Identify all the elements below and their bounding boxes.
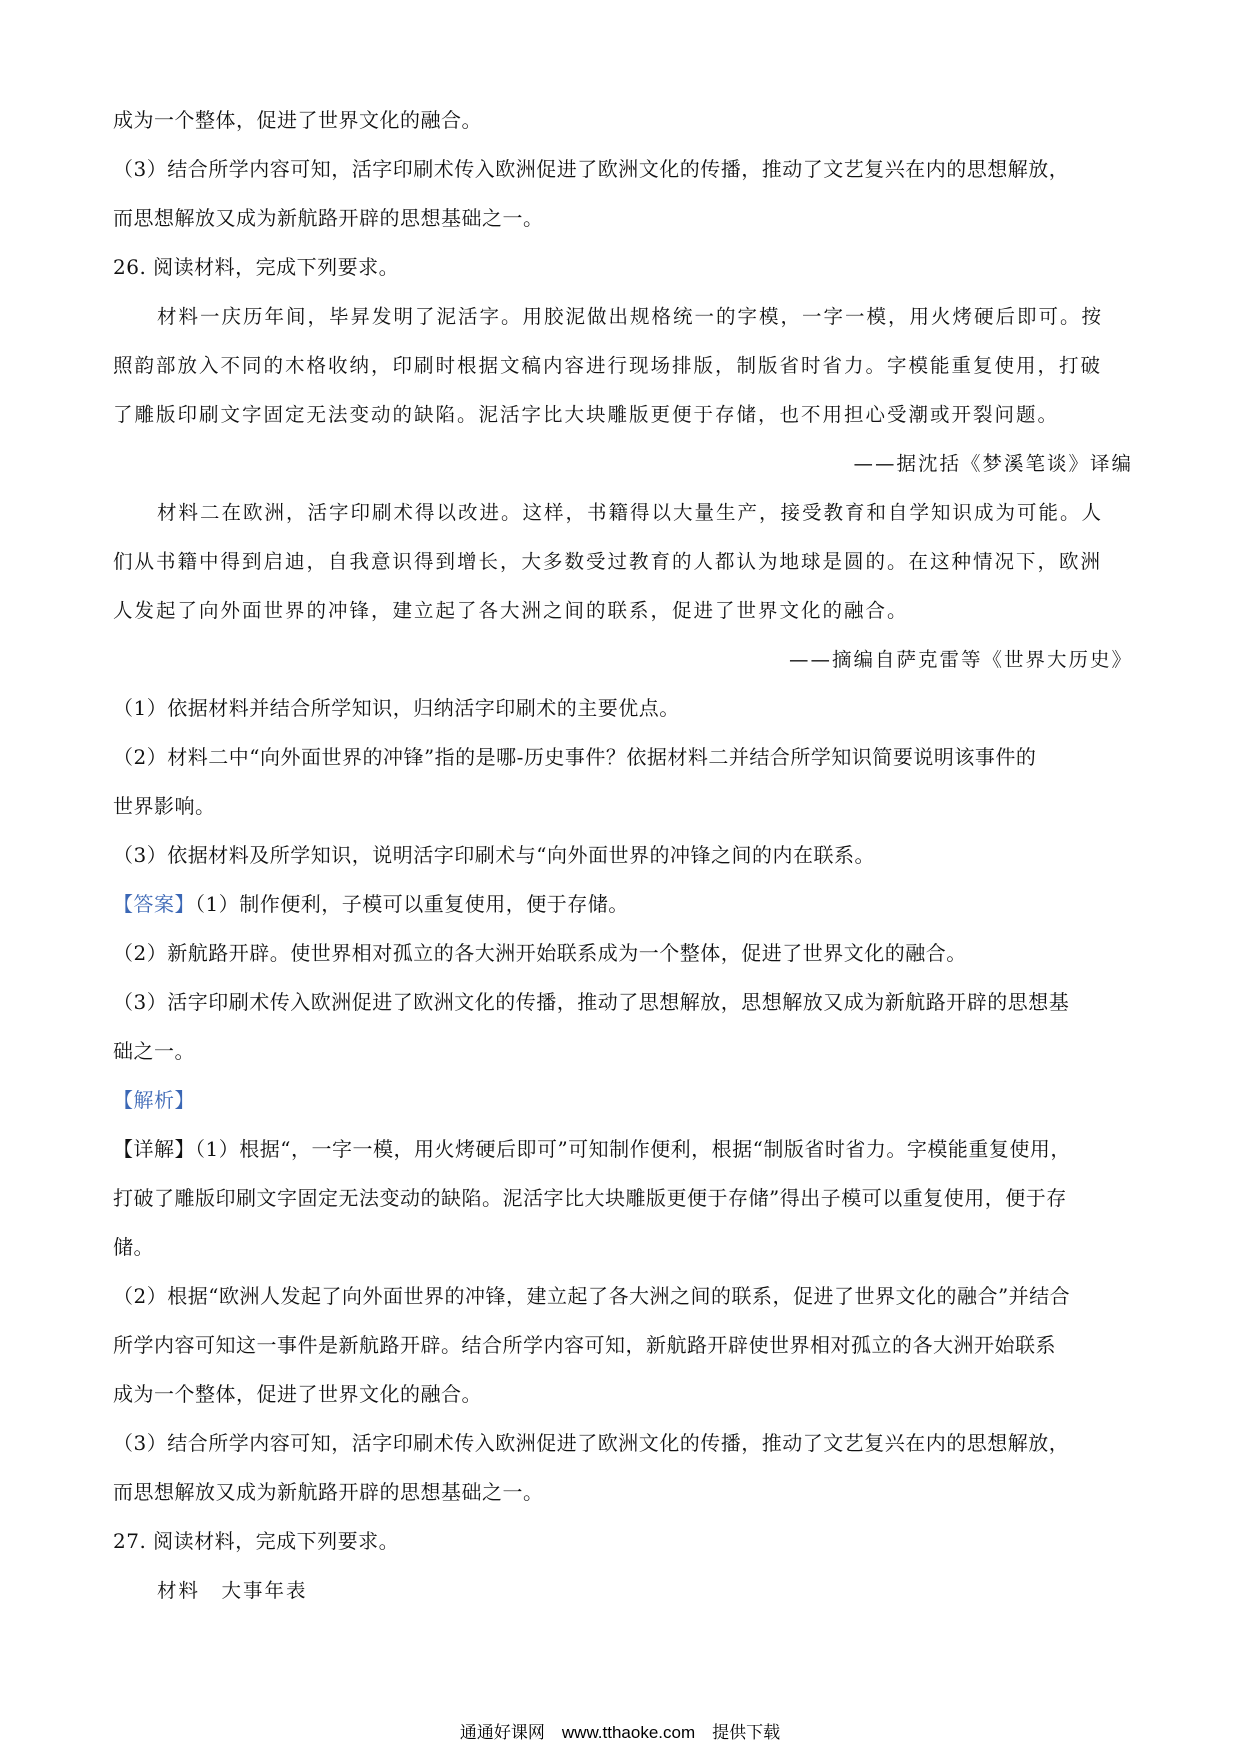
- detail-line: （3）结合所学内容可知，活字印刷术传入欧洲促进了欧洲文化的传播，推动了文艺复兴在内的思想解放，: [113, 1431, 1070, 1455]
- detail-line: 所学内容可知这一事件是新航路开辟。结合所学内容可知，新航路开辟使世界相对孤立的各大洲开始联系: [113, 1333, 1056, 1357]
- sub-question-1: （1）依据材料并结合所学知识，归纳活字印刷术的主要优点。: [113, 696, 680, 720]
- detail-line: 打破了雕版印刷文字固定无法变动的缺陷。泥活字比大块雕版更便于存储”得出子模可以重复使用，便于存: [113, 1186, 1067, 1210]
- page-content: [113, 96, 1133, 1615]
- text-line: （3）结合所学内容可知，活字印刷术传入欧洲促进了欧洲文化的传播，推动了文艺复兴在内的思想解放，: [113, 157, 1070, 181]
- question-26-title: 26. 阅读材料，完成下列要求。: [113, 255, 400, 279]
- question-27-title: 27. 阅读材料，完成下列要求。: [113, 1529, 400, 1553]
- answer-line-2: （2）新航路开辟。使世界相对孤立的各大洲开始联系成为一个整体，促进了世界文化的融合。: [113, 941, 967, 965]
- detail-line-1: [113, 1125, 1133, 1174]
- material-1-line: 材料一庆历年间，毕昇发明了泥活字。用胶泥做出规格统一的字模，一字一模，用火烤硬后即可。按: [157, 305, 1104, 328]
- material-2-source: ——摘编自萨克雷等《世界大历史》: [788, 648, 1133, 671]
- answer-line-3: （3）活字印刷术传入欧洲促进了欧洲文化的传播，推动了思想解放，思想解放又成为新航路开辟的思想基: [113, 990, 1070, 1014]
- answer-text: （1）制作便利，子模可以重复使用，便于存储。: [195, 892, 629, 916]
- answer-tag: 【答案】: [113, 892, 195, 916]
- detail-line: 而思想解放又成为新航路开辟的思想基础之一。: [113, 1480, 544, 1504]
- answer-line-3-cont: 础之一。: [113, 1039, 195, 1063]
- detail-line: 成为一个整体，促进了世界文化的融合。: [113, 1382, 482, 1406]
- sub-question-3: （3）依据材料及所学知识，说明活字印刷术与“向外面世界的冲锋之间的内在联系。: [113, 843, 875, 867]
- detail-line: （2）根据“欧洲人发起了向外面世界的冲锋，建立起了各大洲之间的联系，促进了世界文化的融合”并结合: [113, 1284, 1071, 1308]
- material-2-line: 材料二在欧洲，活字印刷术得以改进。这样，书籍得以大量生产，接受教育和自学知识成为可能。人: [157, 501, 1104, 524]
- material-1-line: 了雕版印刷文字固定无法变动的缺陷。泥活字比大块雕版更便于存储，也不用担心受潮或开裂问题。: [113, 403, 1060, 426]
- text-line: 成为一个整体，促进了世界文化的融合。: [113, 108, 482, 132]
- material-2-line: 人发起了向外面世界的冲锋，建立起了各大洲之间的联系，促进了世界文化的融合。: [113, 599, 909, 622]
- sub-question-2: （2）材料二中“向外面世界的冲锋”指的是哪-历史事件？依据材料二并结合所学知识简要说明该事件的: [113, 745, 1037, 769]
- answer-line-1: [113, 880, 1133, 929]
- material-27-caption: 材料 大事年表: [157, 1579, 308, 1602]
- text-line: 而思想解放又成为新航路开辟的思想基础之一。: [113, 206, 544, 230]
- material-2-line: 们从书籍中得到启迪，自我意识得到增长，大多数受过教育的人都认为地球是圆的。在这种情况下，欧洲: [113, 550, 1103, 573]
- detail-line: 储。: [113, 1235, 154, 1259]
- page-footer: 通通好课网 www.tthaoke.com 提供下载: [459, 1723, 781, 1742]
- material-1-line: 照韵部放入不同的木格收纳，印刷时根据文稿内容进行现场排版，制版省时省力。字模能重复使用，打破: [113, 354, 1103, 377]
- detail-text: （1）根据“，一字一模，用火烤硬后即可”可知制作便利，根据“制版省时省力。字模能重复使用，: [195, 1137, 1071, 1161]
- sub-question-2-cont: 世界影响。: [113, 794, 216, 818]
- detail-tag: 【详解】: [113, 1137, 195, 1161]
- material-1-source: ——据沈括《梦溪笔谈》译编: [853, 452, 1133, 475]
- analysis-tag: 【解析】: [113, 1088, 195, 1112]
